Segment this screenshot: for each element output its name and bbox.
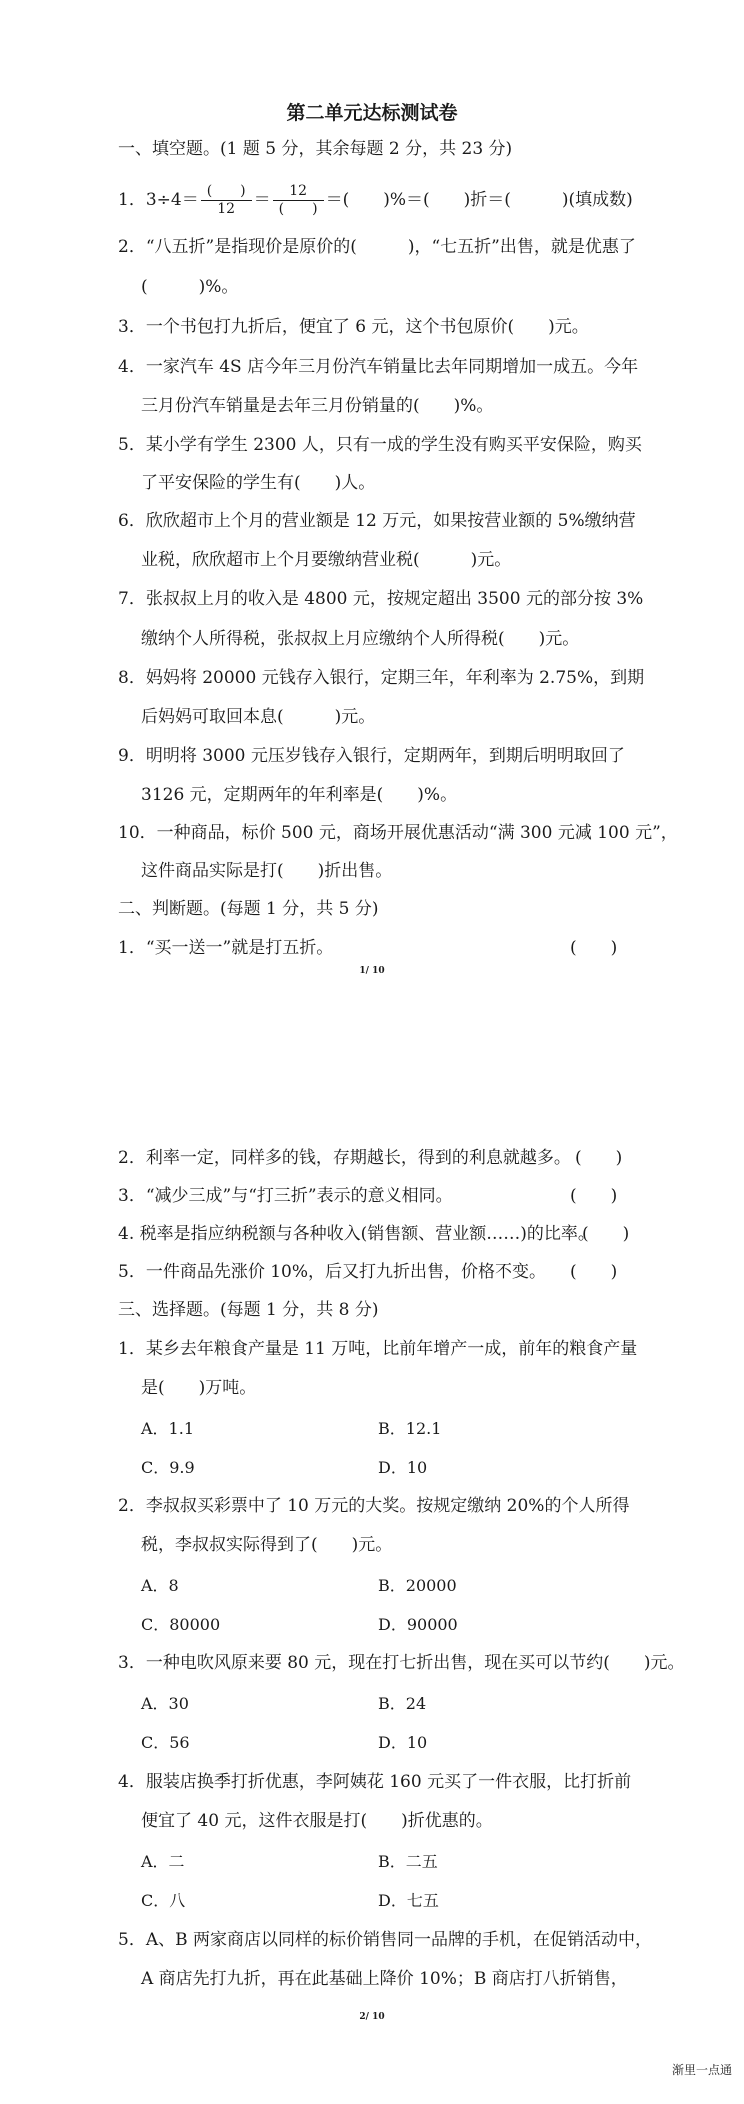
question-1-10-cont: 这件商品实际是打( )折出售。 bbox=[141, 861, 393, 881]
answer-bracket: ( ) bbox=[582, 1224, 630, 1244]
question-1-4-cont: 三月份汽车销量是去年三月份销量的( )%。 bbox=[141, 396, 494, 416]
option-d: D．10 bbox=[378, 1733, 428, 1752]
section-heading-multiple-choice: 三、选择题。(每题 1 分，共 8 分) bbox=[118, 1300, 379, 1320]
page-number: 1/ 10 bbox=[359, 966, 385, 976]
page-number: 2/ 10 bbox=[359, 2012, 385, 2022]
option-a: A．30 bbox=[141, 1694, 189, 1713]
option-b: B．20000 bbox=[378, 1576, 457, 1595]
question-1-1 bbox=[118, 180, 633, 220]
fraction-denominator: 12 bbox=[217, 201, 236, 217]
question-1-9: 9．明明将 3000 元压岁钱存入银行，定期两年，到期后明明取回了 bbox=[118, 746, 625, 766]
question-3-5: 5．A、B 两家商店以同样的标价销售同一品牌的手机，在促销活动中， bbox=[118, 1930, 652, 1950]
option-b: B．二五 bbox=[378, 1852, 438, 1871]
option-d: D．90000 bbox=[378, 1615, 458, 1634]
option-a: A．二 bbox=[141, 1852, 185, 1871]
question-3-1: 1．某乡去年粮食产量是 11 万吨，比前年增产一成，前年的粮食产量 bbox=[118, 1339, 638, 1359]
option-d: D．七五 bbox=[378, 1891, 439, 1910]
watermark: 渐里一点通 bbox=[671, 2063, 732, 2077]
question-3-5-cont: A 商店先打九折，再在此基础上降价 10%；B 商店打八折销售， bbox=[141, 1969, 628, 1989]
option-c: C．9.9 bbox=[141, 1458, 195, 1477]
question-2-5: 5．一件商品先涨价 10%，后又打九折出售，价格不变。 bbox=[118, 1262, 547, 1282]
option-b: B．12.1 bbox=[378, 1419, 442, 1438]
fraction-blank-over-12 bbox=[201, 183, 252, 218]
answer-bracket: ( ) bbox=[570, 1262, 618, 1282]
answer-bracket: ( ) bbox=[575, 1148, 623, 1168]
question-1-8: 8．妈妈将 20000 元钱存入银行，定期三年，年利率为 2.75%，到期 bbox=[118, 668, 645, 688]
option-c: C．56 bbox=[141, 1733, 190, 1752]
question-3-4: 4．服装店换季打折优惠，李阿姨花 160 元买了一件衣服，比打折前 bbox=[118, 1772, 632, 1792]
question-3-3: 3．一种电吹风原来要 80 元，现在打七折出售，现在买可以节约( )元。 bbox=[118, 1653, 685, 1673]
question-1-10: 10．一种商品，标价 500 元，商场开展优惠活动“满 300 元减 100 元”， bbox=[118, 823, 678, 843]
section-heading-true-false: 二、判断题。(每题 1 分，共 5 分) bbox=[118, 899, 379, 919]
question-2-3: 3．“减少三成”与“打三折”表示的意义相同。 bbox=[118, 1186, 453, 1206]
question-1-2: 2．“八五折”是指现价是原价的( )，“七五折”出售，就是优惠了 bbox=[118, 237, 636, 257]
fraction-numerator: ( ) bbox=[201, 183, 252, 201]
question-1-3: 3．一个书包打九折后，便宜了 6 元，这个书包原价( )元。 bbox=[118, 317, 589, 337]
option-c: C．八 bbox=[141, 1891, 186, 1910]
question-1-5-cont: 了平安保险的学生有( )人。 bbox=[141, 473, 376, 493]
fraction-numerator: 12 bbox=[273, 183, 324, 201]
question-2-2: 2．利率一定，同样多的钱，存期越长，得到的利息就越多。 bbox=[118, 1148, 571, 1168]
question-1-6: 6．欣欣超市上个月的营业额是 12 万元，如果按营业额的 5%缴纳营 bbox=[118, 511, 636, 531]
question-text: 1．3÷4＝ bbox=[118, 190, 199, 210]
fraction-denominator: ( ) bbox=[278, 201, 318, 217]
answer-bracket: ( ) bbox=[570, 1186, 618, 1206]
question-1-2-cont: ( )%。 bbox=[141, 277, 239, 297]
question-text: ＝( )%＝( )折＝( )(填成数) bbox=[325, 190, 633, 210]
question-1-7-cont: 缴纳个人所得税，张叔叔上月应缴纳个人所得税( )元。 bbox=[141, 629, 580, 649]
question-2-1: 1．“买一送一”就是打五折。 bbox=[118, 938, 334, 958]
question-1-7: 7．张叔叔上月的收入是 4800 元，按规定超出 3500 元的部分按 3% bbox=[118, 589, 644, 609]
question-1-6-cont: 业税，欣欣超市上个月要缴纳营业税( )元。 bbox=[141, 550, 512, 570]
page-title: 第二单元达标测试卷 bbox=[286, 102, 458, 124]
question-2-4: 4. 税率是指应纳税额与各种收入(销售额、营业额……)的比率。 bbox=[118, 1224, 595, 1244]
section-heading-fill-blank: 一、填空题。(1 题 5 分，其余每题 2 分，共 23 分) bbox=[118, 139, 513, 159]
option-b: B．24 bbox=[378, 1694, 427, 1713]
question-1-8-cont: 后妈妈可取回本息( )元。 bbox=[141, 707, 376, 727]
question-3-1-cont: 是( )万吨。 bbox=[141, 1378, 257, 1398]
option-a: A．8 bbox=[141, 1576, 179, 1595]
option-c: C．80000 bbox=[141, 1615, 221, 1634]
option-a: A．1.1 bbox=[141, 1419, 195, 1438]
question-1-4: 4．一家汽车 4S 店今年三月份汽车销量比去年同期增加一成五。今年 bbox=[118, 357, 639, 377]
question-3-4-cont: 便宜了 40 元，这件衣服是打( )折优惠的。 bbox=[141, 1811, 493, 1831]
fraction-12-over-blank bbox=[273, 183, 324, 218]
question-3-2-cont: 税，李叔叔实际得到了( )元。 bbox=[141, 1535, 393, 1555]
answer-bracket: ( ) bbox=[570, 938, 618, 958]
equals-sign: ＝ bbox=[253, 190, 271, 210]
option-d: D．10 bbox=[378, 1458, 428, 1477]
question-3-2: 2．李叔叔买彩票中了 10 万元的大奖。按规定缴纳 20%的个人所得 bbox=[118, 1496, 630, 1516]
question-1-5: 5．某小学有学生 2300 人，只有一成的学生没有购买平安保险，购买 bbox=[118, 435, 642, 455]
question-1-9-cont: 3126 元，定期两年的年利率是( )%。 bbox=[141, 785, 458, 805]
